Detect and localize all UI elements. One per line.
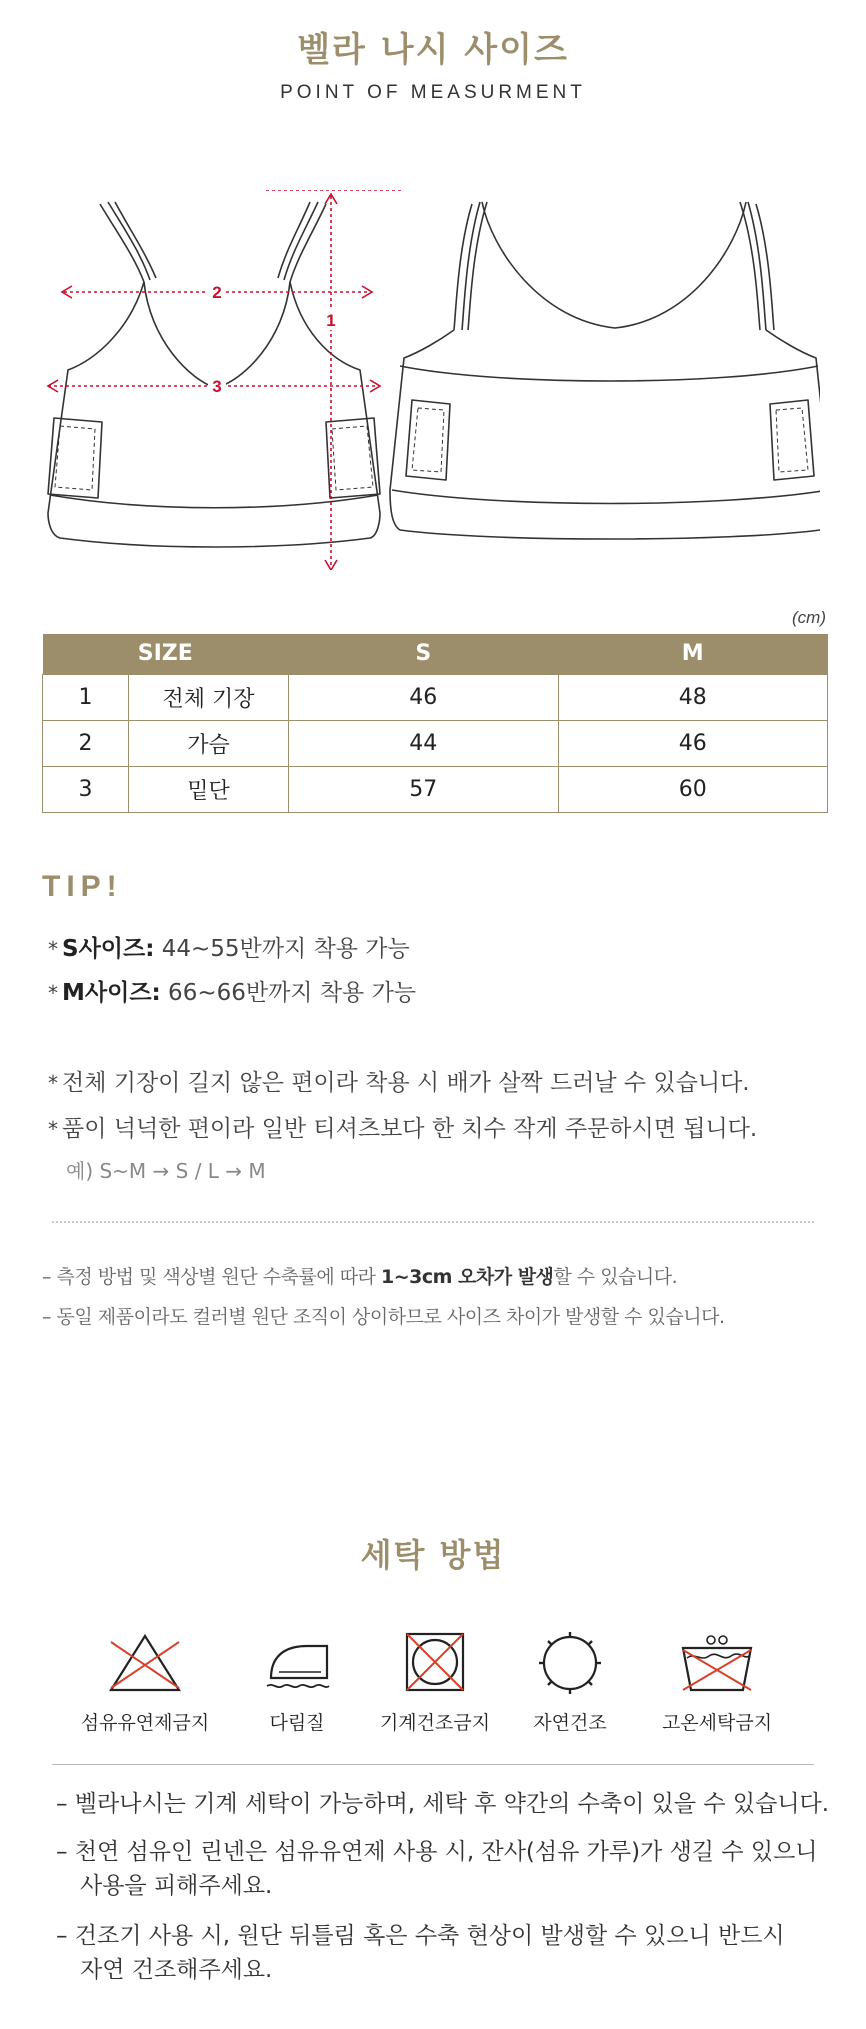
bullet-star: * (48, 1117, 58, 1141)
size-table (42, 634, 828, 813)
care-label: 고온세탁금지 (661, 1712, 773, 1734)
notice-text: – 측정 방법 및 색상별 원단 수축률에 따라 (42, 1266, 381, 1288)
label-2: 2 (212, 283, 222, 302)
bullet-star: * (48, 1071, 58, 1095)
care-label: 자연건조 (533, 1712, 607, 1734)
tip-s-text: 44~55반까지 착용 가능 (154, 936, 410, 962)
natural-dry-icon (530, 1632, 610, 1694)
washing-divider (52, 1764, 814, 1765)
dotted-divider (52, 1221, 814, 1223)
page-subtitle: POINT OF MEASURMENT (280, 82, 586, 103)
washing-title: 세탁 방법 (360, 1536, 506, 1574)
table-header-m: M (558, 634, 828, 674)
wash-note-2-cont: 사용을 피해주세요. (80, 1873, 273, 1899)
no-tumble-dry-icon (395, 1632, 475, 1694)
table-cell: 2 (43, 720, 129, 766)
tip-m-label: M사이즈: (62, 980, 161, 1006)
care-label: 섬유유연제금지 (80, 1712, 210, 1734)
tip-m-text: 66~66반까지 착용 가능 (160, 980, 417, 1006)
tip-note-1: 전체 기장이 길지 않은 편이라 착용 시 배가 살짝 드러날 수 있습니다. (62, 1070, 750, 1096)
care-label: 기계건조금지 (379, 1712, 491, 1734)
table-row (43, 766, 828, 812)
wash-note-1: – 벨라나시는 기계 세탁이 가능하며, 세탁 후 약간의 수축이 있을 수 있습니다. (56, 1791, 830, 1817)
wash-note-2: – 천연 섬유인 린넨은 섬유유연제 사용 시, 잔사(섬유 가루)가 생길 수 있으니 (56, 1839, 818, 1865)
table-row (43, 674, 828, 720)
tip-m-size (48, 974, 416, 1007)
table-header-size: SIZE (43, 634, 289, 674)
notice-color: – 동일 제품이라도 컬러별 원단 조직이 상이하므로 사이즈 차이가 발생할 수 있습니다. (42, 1306, 725, 1328)
table-cell: 밑단 (129, 766, 289, 812)
bullet-star: * (48, 981, 58, 1005)
table-row (43, 720, 828, 766)
label-1: 1 (326, 311, 336, 330)
unit-label: (cm) (792, 608, 826, 627)
back-view (390, 202, 820, 539)
care-label: 다림질 (269, 1712, 325, 1734)
tip-heading: TIP! (42, 870, 123, 903)
tip-s-size (48, 930, 410, 963)
measurement-diagram (40, 190, 820, 570)
wash-note-3: – 건조기 사용 시, 원단 뒤틀림 혹은 수축 현상이 발생할 수 있으니 반드시 (56, 1923, 785, 1949)
no-softener-icon (105, 1632, 185, 1694)
table-header-s: S (289, 634, 559, 674)
wash-note-3-cont: 자연 건조해주세요. (80, 1957, 273, 1983)
page-title: 벨라 나시 사이즈 (297, 30, 569, 70)
tip-s-label: S사이즈: (62, 936, 155, 962)
iron-icon (257, 1632, 337, 1694)
table-cell: 48 (558, 674, 828, 720)
table-cell: 60 (558, 766, 828, 812)
table-cell: 3 (43, 766, 129, 812)
notice-emphasis: 1~3cm (380, 1266, 452, 1288)
table-cell: 44 (289, 720, 559, 766)
no-hot-wash-icon (677, 1632, 757, 1694)
label-3: 3 (212, 377, 222, 396)
care-item (485, 1632, 655, 1735)
bullet-star: * (48, 937, 58, 961)
notice-emphasis: 오차가 발생 (451, 1266, 554, 1288)
notice-measure (42, 1262, 677, 1289)
table-header-row (43, 634, 828, 674)
care-item (632, 1632, 802, 1735)
table-cell: 가슴 (129, 720, 289, 766)
tip-note-2: 품이 넉넉한 편이라 일반 티셔츠보다 한 치수 작게 주문하시면 됩니다. (62, 1116, 758, 1142)
notice-text: 할 수 있습니다. (553, 1266, 678, 1288)
table-cell: 1 (43, 674, 129, 720)
table-cell: 46 (289, 674, 559, 720)
front-view (48, 202, 380, 547)
size-example: 예) S~M → S / L → M (66, 1159, 266, 1183)
care-item (60, 1632, 230, 1735)
tip-note-length (48, 1064, 750, 1097)
table-cell: 전체 기장 (129, 674, 289, 720)
tip-note-fit (48, 1110, 757, 1143)
table-cell: 57 (289, 766, 559, 812)
table-cell: 46 (558, 720, 828, 766)
